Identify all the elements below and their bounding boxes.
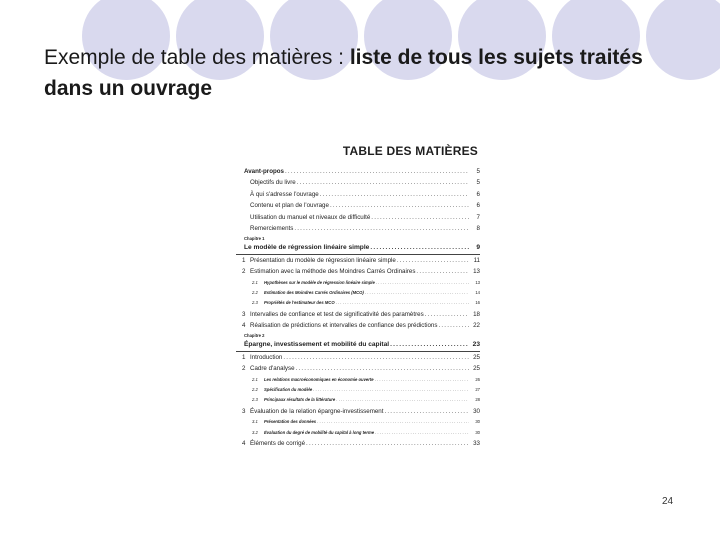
toc-entry-label: Cadre d'analyse	[250, 365, 295, 373]
toc-entry-label: Réalisation de prédictions et intervalles de confiance des prédictions	[250, 322, 438, 330]
toc-entry-number: 3	[242, 310, 246, 318]
toc-entry-label: Utilisation du manuel et niveaux de difficulté	[250, 213, 371, 221]
toc-entry-page: 7	[476, 213, 480, 221]
toc-entry	[236, 266, 480, 277]
toc-entry-label: Hypothèses sur le modèle de régression linéaire simple	[264, 279, 375, 285]
toc-entry-number: 2.2	[252, 387, 258, 393]
toc-entry	[236, 189, 480, 200]
toc-entry-label: Avant-propos	[244, 168, 284, 175]
toc-entry-number: 2.1	[252, 376, 258, 382]
table-of-contents-image	[236, 140, 480, 476]
toc-entry-number: 3	[242, 407, 246, 415]
toc-entry-label: Objectifs du livre	[250, 179, 296, 187]
toc-entry	[236, 177, 480, 188]
toc-entry-number: 2	[242, 365, 246, 373]
toc-leader-dots	[296, 363, 469, 374]
toc-entry	[236, 298, 480, 308]
toc-leader-dots	[376, 278, 469, 288]
toc-entry	[236, 417, 480, 427]
toc-entry	[236, 331, 480, 339]
toc-entry-page: 5	[476, 168, 480, 175]
toc-list	[236, 166, 480, 449]
toc-entry	[236, 200, 480, 211]
toc-entry-page: 33	[473, 439, 480, 447]
toc-entry-label: Chapitre 1	[244, 236, 265, 242]
toc-entry	[236, 278, 480, 288]
toc-entry	[236, 352, 480, 363]
toc-entry	[236, 166, 480, 177]
toc-entry-number: 1	[242, 256, 246, 264]
toc-leader-dots	[397, 255, 469, 266]
toc-leader-dots	[371, 212, 469, 223]
toc-entry-label: Évaluation du degré de mobilité du capital à long terme	[264, 429, 375, 435]
toc-entry	[236, 255, 480, 266]
toc-entry-page: 30	[473, 407, 480, 415]
slide-title-intro: Exemple de table des matières :	[44, 46, 350, 69]
toc-heading: TABLE DES MATIÈRES	[342, 144, 478, 158]
toc-entry-label: À qui s'adresse l'ouvrage	[250, 190, 319, 198]
toc-leader-dots	[285, 166, 469, 177]
toc-entry-label: Éléments de corrigé	[250, 439, 306, 447]
toc-entry	[236, 234, 480, 242]
slide-title-emphasis: liste de tous les sujets traités dans un ouvrage	[44, 46, 643, 100]
toc-entry-page: 13	[475, 279, 480, 285]
toc-entry-page: 8	[476, 224, 480, 232]
toc-entry	[236, 406, 480, 417]
toc-entry-page: 6	[476, 202, 480, 210]
toc-entry-page: 18	[473, 310, 480, 318]
toc-entry-page: 25	[473, 365, 480, 373]
toc-entry-page: 5	[476, 179, 480, 187]
toc-entry-page: 22	[473, 322, 480, 330]
toc-leader-dots	[390, 339, 469, 350]
toc-entry-label: Les relations macroéconomiques en économie ouverte	[264, 376, 374, 382]
toc-entry-number: 2.3	[252, 397, 258, 403]
toc-leader-dots	[425, 309, 469, 320]
toc-entry-number: 3.2	[252, 429, 258, 435]
toc-entry-number: 2.2	[252, 289, 258, 295]
toc-entry-page: 6	[476, 190, 480, 198]
toc-entry-page: 26	[475, 376, 480, 382]
toc-entry	[236, 375, 480, 385]
toc-entry	[236, 320, 480, 331]
toc-entry-page: 25	[473, 353, 480, 361]
toc-entry	[236, 288, 480, 298]
toc-entry	[236, 212, 480, 223]
toc-entry-number: 4	[242, 439, 246, 447]
toc-leader-dots	[384, 406, 469, 417]
toc-leader-dots	[306, 438, 469, 449]
toc-entry-page: 14	[475, 289, 480, 295]
toc-entry-page: 11	[473, 256, 480, 264]
toc-entry-label: Chapitre 2	[244, 333, 265, 339]
toc-entry-label: Contenu et plan de l'ouvrage	[250, 202, 329, 210]
toc-entry-label: Principaux résultats de la littérature	[264, 397, 336, 403]
toc-entry-page: 23	[472, 341, 480, 349]
toc-entry-label: Estimation avec la méthode des Moindres Carrés Ordinaires	[250, 268, 416, 276]
toc-leader-dots	[336, 298, 469, 308]
toc-leader-dots	[320, 189, 469, 200]
toc-leader-dots	[438, 320, 469, 331]
toc-entry	[236, 395, 480, 405]
toc-entry	[236, 428, 480, 438]
toc-leader-dots	[375, 428, 469, 438]
toc-entry-label: Présentation des données	[264, 419, 317, 425]
toc-entry-label: Épargne, investissement et mobilité du capital	[244, 341, 390, 349]
toc-entry-label: Spécification du modèle	[264, 387, 313, 393]
toc-entry-label: Propriétés de l'estimateur des MCO	[264, 300, 335, 306]
toc-entry-number: 3.1	[252, 419, 258, 425]
toc-entry-number: 2.3	[252, 300, 258, 306]
toc-entry	[236, 385, 480, 395]
toc-entry-label: Intervalles de confiance et test de significativité des paramètres	[250, 310, 424, 318]
toc-leader-dots	[313, 385, 469, 395]
toc-entry-number: 2	[242, 268, 246, 276]
toc-leader-dots	[317, 417, 469, 427]
toc-entry-number: 1	[242, 353, 246, 361]
page-number: 24	[662, 496, 674, 507]
toc-leader-dots	[330, 200, 469, 211]
toc-entry-label: Remerciements	[250, 224, 294, 232]
toc-leader-dots	[370, 242, 469, 253]
toc-leader-dots	[283, 352, 469, 363]
toc-entry	[236, 242, 480, 254]
toc-entry	[236, 363, 480, 374]
toc-entry-label: Estimation des Moindres Carrés Ordinaires (MCO)	[264, 289, 364, 295]
toc-leader-dots	[365, 288, 469, 298]
toc-entry-page: 30	[475, 419, 480, 425]
toc-entry-number: 4	[242, 322, 246, 330]
toc-entry-label: Évaluation de la relation épargne-investissement	[250, 407, 384, 415]
slide-title	[44, 42, 684, 104]
toc-entry-page: 27	[475, 387, 480, 393]
toc-entry-number: 2.1	[252, 279, 258, 285]
toc-entry	[236, 309, 480, 320]
toc-entry-page: 30	[475, 429, 480, 435]
toc-entry-page: 13	[473, 268, 480, 276]
toc-entry-page: 9	[476, 244, 480, 252]
toc-leader-dots	[294, 223, 469, 234]
toc-entry-label: Présentation du modèle de régression linéaire simple	[250, 256, 396, 264]
toc-entry-page: 16	[475, 300, 480, 306]
toc-leader-dots	[297, 177, 469, 188]
toc-entry	[236, 438, 480, 449]
toc-entry-label: Le modèle de régression linéaire simple	[244, 244, 370, 252]
toc-leader-dots	[375, 375, 469, 385]
toc-entry-label: Introduction	[250, 353, 283, 361]
toc-entry-page: 28	[475, 397, 480, 403]
toc-entry	[236, 223, 480, 234]
toc-leader-dots	[416, 266, 469, 277]
toc-leader-dots	[336, 395, 469, 405]
toc-entry	[236, 339, 480, 351]
